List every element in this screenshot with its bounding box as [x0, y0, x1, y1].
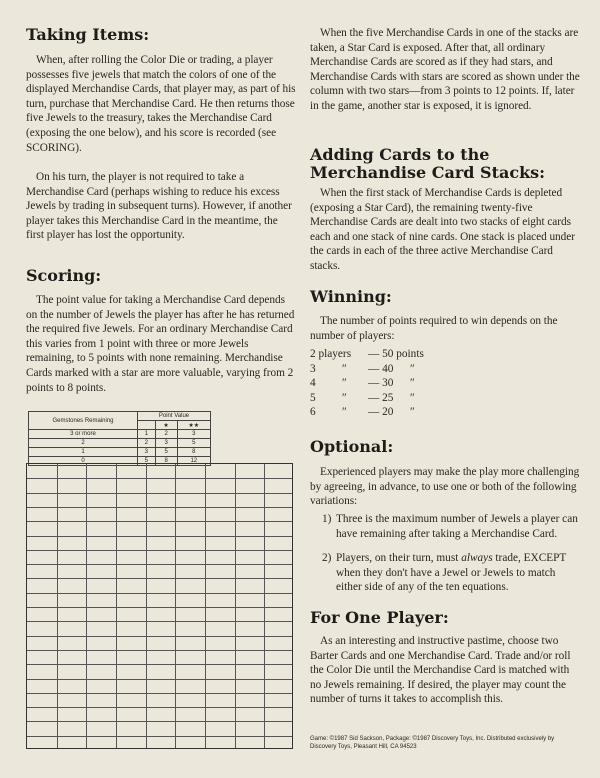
one-star-header: ★: [155, 421, 177, 430]
scoring-paragraph: The point value for taking a Merchandise Card depends on the number of Jewels the player has after he has returned the required five Jewels. For an ordinary Merchandise Card this varies from 1 point with three or more Jewels remaining, to 5 points with none remaining. Merchandise Cards marked with a star are more valuable, varying from 2 points to 8 points.: [26, 294, 295, 394]
list-item: 5 ″ — 25 ″: [310, 391, 415, 404]
grid-line: [27, 578, 292, 579]
grid-line: [27, 507, 292, 508]
grid-line: [27, 521, 292, 522]
optional-paragraph: Experienced players may make the play more challenging by agreeing, in advance, to use one or both of the following variations:: [310, 466, 580, 508]
grid-line: [27, 736, 292, 737]
grid-line: [264, 464, 265, 748]
grid-line: [27, 621, 292, 622]
one-player-paragraph: As an interesting and instructive pastime, choose two Barter Cards and one Merchandise Card. Trade and/or roll the Color Die until the Merchandise Card is matched with no Jewels remaining. If desired, the player may count the number of turns it takes to accomplish this.: [310, 635, 571, 706]
adding-cards-paragraph: When the first stack of Merchandise Cards is depleted (exposing a Star Card), the remaining twenty-five Merchandise Cards are dealt into two stacks of eight cards each and one stack of nine cards. One stack is placed under the cards in each of the three active Merchandise Card stacks.: [310, 187, 575, 272]
grid-line: [27, 564, 292, 565]
two-star-header: ★★: [177, 421, 210, 430]
grid-line: [235, 464, 236, 748]
grid-line: [27, 721, 292, 722]
grid-line: [57, 464, 58, 748]
plain-column-header: [138, 421, 156, 430]
taking-items-paragraph-1: When, after rolling the Color Die or trading, a player possesses five jewels that match the colors of one of the displayed Merchandise Cards, that player may, as part of his turn, purchase that Merchandise Card. He then returns those five Jewels to the treasury, takes the Merchandise Card (exposing the one below), and his score is recorded (see SCORING).: [26, 54, 296, 154]
grid-line: [175, 464, 176, 748]
grid-line: [27, 607, 292, 608]
copyright-footer: Game: ©1987 Sid Sackson, Package: ©1987 Discovery Toys, Inc. Distributed exclusively by Discovery Toys, Pleasant Hill, CA 94523: [310, 736, 555, 750]
grid-line: [27, 593, 292, 594]
grid-line: [27, 679, 292, 680]
grid-line: [205, 464, 206, 748]
grid-line: [27, 650, 292, 651]
grid-line: [27, 664, 292, 665]
list-item: 2) Players, on their turn, must always trade, EXCEPT when they don't have a Jewel or Jewels to match either side of any of the ten equations.: [322, 552, 567, 594]
gemstones-header: Gemstones Remaining: [29, 412, 138, 430]
points-to-win-list: [310, 347, 582, 420]
table-row: 3 or more 1 2 3: [29, 430, 211, 439]
scoring-heading: Scoring:: [26, 266, 102, 285]
grid-line: [27, 478, 292, 479]
scoring-table: [28, 411, 211, 466]
grid-line: [116, 464, 117, 748]
list-item: 6 ″ — 20 ″: [310, 406, 415, 419]
grid-line: [27, 493, 292, 494]
table-row: 0 5 8 12: [29, 457, 211, 466]
taking-items-paragraph-2: On his turn, the player is not required to take a Merchandise Card (perhaps wishing to reduce his excess Jewels by trading in subsequent turns). However, if another player takes this Merchandise Card in the meantime, the first player has lost the opportunity.: [26, 171, 292, 242]
grid-line: [27, 550, 292, 551]
list-item: 2 players — 50 points: [310, 348, 424, 360]
list-item: 3 ″ — 40 ″: [310, 362, 415, 375]
grid-line: [27, 707, 292, 708]
grid-line: [27, 636, 292, 637]
taking-items-heading: Taking Items:: [26, 25, 150, 44]
point-value-header: Point Value: [138, 412, 211, 421]
table-row: 1 3 5 8: [29, 448, 211, 457]
adding-cards-heading: Adding Cards to the Merchandise Card Stacks:: [310, 145, 546, 182]
score-sheet-grid: [26, 463, 293, 749]
star-card-paragraph: When the five Merchandise Cards in one of the stacks are taken, a Star Card is exposed. After that, all ordinary Merchandise Cards are scored as if they had stars, and Merchandise Cards with stars are scored as shown under the column with two stars—from 3 points to 12 points. If, later in the game, another star is exposed, it is ignored.: [310, 27, 580, 112]
list-item: 1) Three is the maximum number of Jewels a player can have remaining after taking a Merchandise Card.: [322, 513, 578, 540]
winning-heading: Winning:: [310, 287, 392, 306]
one-player-heading: For One Player:: [310, 608, 449, 627]
grid-line: [86, 464, 87, 748]
grid-line: [146, 464, 147, 748]
grid-line: [27, 536, 292, 537]
optional-heading: Optional:: [310, 437, 394, 456]
grid-line: [27, 693, 292, 694]
list-item: 4 ″ — 30 ″: [310, 377, 415, 390]
table-row: 2 2 3 5: [29, 439, 211, 448]
winning-paragraph: The number of points required to win depends on the number of players:: [310, 315, 558, 342]
